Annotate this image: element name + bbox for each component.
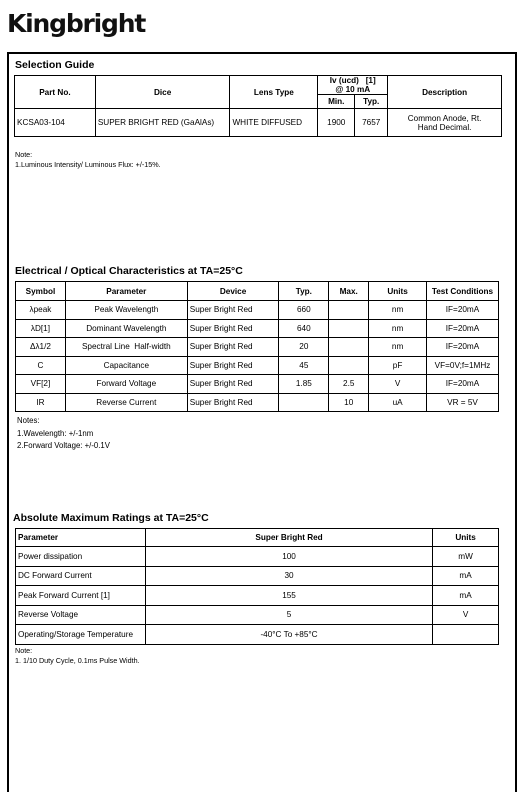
cell-value: -40°C To +85°C	[145, 625, 432, 645]
cell-units: pF	[369, 356, 427, 375]
electrical-notes-title: Notes:	[17, 416, 40, 425]
col-units: Units	[369, 282, 427, 301]
col-super-bright-red: Super Bright Red	[145, 529, 432, 547]
absolute-note-title: Note:	[15, 646, 33, 655]
cell-description	[388, 109, 502, 137]
col-typ: Typ.	[279, 282, 329, 301]
selection-note-1: 1.Luminous Intensity/ Luminous Flux: +/-15%.	[15, 159, 161, 169]
cell-max: 10	[329, 393, 369, 412]
electrical-note-1: 1.Wavelength: +/-1nm	[17, 428, 94, 438]
cell-symbol: IR	[16, 393, 66, 412]
table-row	[16, 586, 499, 606]
cell-symbol: λpeak	[16, 301, 66, 320]
table-row	[16, 301, 499, 320]
electrical-note-2: 2.Forward Voltage: +/-0.1V	[17, 441, 110, 450]
selection-table	[14, 75, 502, 137]
cell-value: 155	[145, 586, 432, 606]
cell-device: Super Bright Red	[187, 393, 279, 412]
absolute-header-row	[16, 529, 499, 547]
cell-units: nm	[369, 319, 427, 338]
cell-parameter: Peak Forward Current [1]	[16, 586, 146, 606]
cell-device: Super Bright Red	[187, 356, 279, 375]
cell-value: 30	[145, 566, 432, 586]
header-min: Min.	[318, 95, 355, 109]
cell-typ	[279, 393, 329, 412]
header-typ: Typ.	[355, 95, 388, 109]
header-description: Description	[388, 76, 502, 109]
cell-max	[329, 338, 369, 357]
cell-symbol: Δλ1/2	[16, 338, 66, 357]
cell-units: mW	[433, 547, 499, 567]
cell-symbol: C	[16, 356, 66, 375]
cell-condition: IF=20mA	[426, 319, 498, 338]
cell-lens: WHITE DIFFUSED	[230, 109, 318, 137]
cell-description-line1: Common Anode, Rt.	[407, 113, 482, 123]
cell-condition: IF=20mA	[426, 338, 498, 357]
col-parameter: Parameter	[65, 282, 187, 301]
header-part-no: Part No.	[15, 76, 96, 109]
cell-symbol: VF[2]	[16, 375, 66, 394]
brand-logo: Kingbright	[7, 9, 146, 38]
electrical-title: Electrical / Optical Characteristics at TA=25°C	[15, 265, 243, 277]
table-row	[16, 547, 499, 567]
cell-condition: VF=0V;f=1MHz	[426, 356, 498, 375]
absolute-table	[15, 528, 499, 645]
cell-value: 100	[145, 547, 432, 567]
table-row	[16, 393, 499, 412]
absolute-note-1: 1. 1/10 Duty Cycle, 0.1ms Pulse Width.	[15, 655, 140, 665]
cell-part-no: KCSA03-104	[15, 109, 96, 137]
cell-units: V	[369, 375, 427, 394]
cell-parameter: Operating/Storage Temperature	[16, 625, 146, 645]
cell-typ: 640	[279, 319, 329, 338]
cell-typ: 20	[279, 338, 329, 357]
cell-typ: 45	[279, 356, 329, 375]
cell-parameter: Reverse Current	[65, 393, 187, 412]
selection-note	[15, 150, 161, 169]
table-row	[16, 338, 499, 357]
table-row	[16, 566, 499, 586]
cell-parameter: Forward Voltage	[65, 375, 187, 394]
cell-units: V	[433, 605, 499, 625]
cell-parameter: Power dissipation	[16, 547, 146, 567]
header-iv	[318, 76, 388, 95]
cell-max	[329, 319, 369, 338]
cell-value: 5	[145, 605, 432, 625]
header-iv-condition: @ 10 mA	[335, 85, 371, 94]
cell-parameter: Reverse Voltage	[16, 605, 146, 625]
cell-description-line2: Hand Decimal.	[417, 122, 472, 132]
cell-condition: IF=20mA	[426, 375, 498, 394]
cell-max	[329, 301, 369, 320]
cell-parameter: Spectral Line Half-width	[65, 338, 187, 357]
absolute-note	[15, 646, 140, 665]
cell-device: Super Bright Red	[187, 301, 279, 320]
cell-min: 1900	[318, 109, 355, 137]
table-row	[16, 625, 499, 645]
cell-device: Super Bright Red	[187, 338, 279, 357]
cell-units: mA	[433, 566, 499, 586]
electrical-header-row	[16, 282, 499, 301]
cell-units: uA	[369, 393, 427, 412]
cell-units	[433, 625, 499, 645]
cell-device: Super Bright Red	[187, 319, 279, 338]
cell-symbol: λD[1]	[16, 319, 66, 338]
absolute-title: Absolute Maximum Ratings at TA=25°C	[13, 512, 209, 524]
cell-units: nm	[369, 301, 427, 320]
electrical-table	[15, 281, 499, 412]
cell-device: Super Bright Red	[187, 375, 279, 394]
col-test-conditions: Test Conditions	[426, 282, 498, 301]
header-dice: Dice	[95, 76, 230, 109]
selection-note-title: Note:	[15, 150, 33, 159]
header-lens-type: Lens Type	[230, 76, 318, 109]
col-units: Units	[433, 529, 499, 547]
col-device: Device	[187, 282, 279, 301]
table-row	[16, 605, 499, 625]
cell-typ: 7657	[355, 109, 388, 137]
cell-max: 2.5	[329, 375, 369, 394]
cell-units: nm	[369, 338, 427, 357]
cell-parameter: Capacitance	[65, 356, 187, 375]
col-max: Max.	[329, 282, 369, 301]
cell-parameter: DC Forward Current	[16, 566, 146, 586]
table-row	[16, 319, 499, 338]
header-iv-label: Iv (ucd) [1]	[329, 76, 376, 85]
electrical-notes	[17, 415, 110, 453]
col-parameter: Parameter	[16, 529, 146, 547]
cell-parameter: Peak Wavelength	[65, 301, 187, 320]
table-row	[16, 356, 499, 375]
table-row	[16, 375, 499, 394]
cell-dice: SUPER BRIGHT RED (GaAlAs)	[95, 109, 230, 137]
cell-units: mA	[433, 586, 499, 606]
cell-typ: 1.85	[279, 375, 329, 394]
cell-max	[329, 356, 369, 375]
cell-condition: VR = 5V	[426, 393, 498, 412]
col-symbol: Symbol	[16, 282, 66, 301]
selection-guide-title: Selection Guide	[15, 59, 95, 71]
cell-typ: 660	[279, 301, 329, 320]
cell-condition: IF=20mA	[426, 301, 498, 320]
cell-parameter: Dominant Wavelength	[65, 319, 187, 338]
